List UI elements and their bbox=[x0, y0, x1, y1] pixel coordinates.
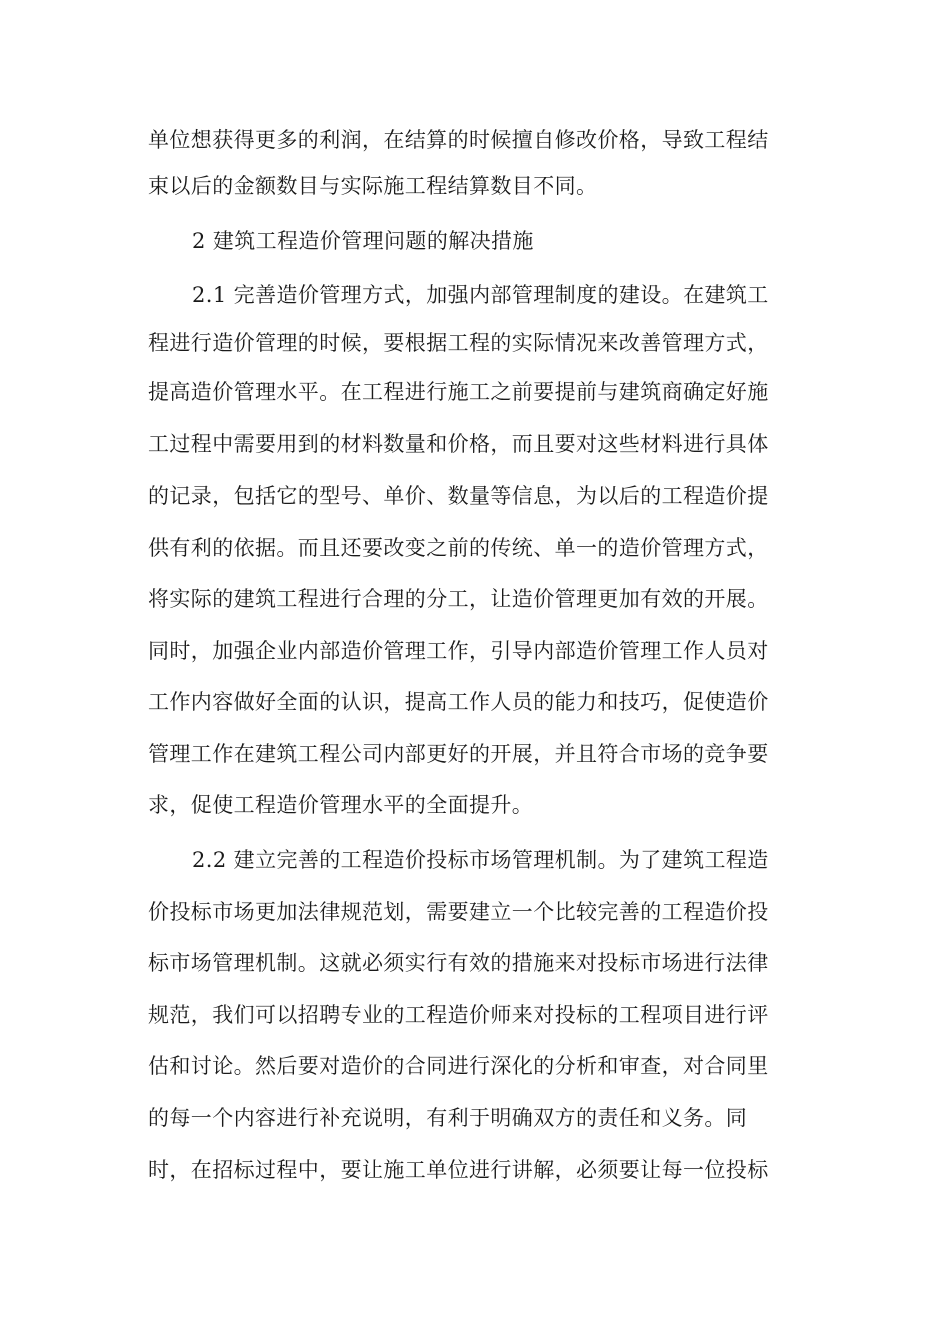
text-line: 工作内容做好全面的认识，提高工作人员的能力和技巧，促使造价 bbox=[148, 690, 769, 714]
text-line: 估和讨论。然后要对造价的合同进行深化的分析和审查，对合同里 bbox=[148, 1054, 769, 1078]
text-line: 束以后的金额数目与实际施工程结算数目不同。 bbox=[148, 174, 598, 198]
text-line: 价投标市场更加法律规范划，需要建立一个比较完善的工程造价投 bbox=[148, 900, 769, 924]
text-line: 求，促使工程造价管理水平的全面提升。 bbox=[148, 793, 534, 817]
subsection-heading-line: 2.2 建立完善的工程造价投标市场管理机制。为了建筑工程造 bbox=[192, 848, 769, 872]
text-line: 同时，加强企业内部造价管理工作，引导内部造价管理工作人员对 bbox=[148, 639, 769, 663]
text-line: 的记录，包括它的型号、单价、数量等信息，为以后的工程造价提 bbox=[148, 484, 769, 508]
text-line: 提高造价管理水平。在工程进行施工之前要提前与建筑商确定好施 bbox=[148, 380, 769, 404]
text-line: 标市场管理机制。这就必须实行有效的措施来对投标市场进行法律 bbox=[148, 951, 769, 975]
text-line: 时，在招标过程中，要让施工单位进行讲解，必须要让每一位投标 bbox=[148, 1158, 769, 1182]
section-heading: 2 建筑工程造价管理问题的解决措施 bbox=[192, 229, 534, 253]
text-line: 管理工作在建筑工程公司内部更好的开展，并且符合市场的竞争要 bbox=[148, 742, 769, 766]
text-line: 规范，我们可以招聘专业的工程造价师来对投标的工程项目进行评 bbox=[148, 1003, 769, 1027]
text-line: 供有利的依据。而且还要改变之前的传统、单一的造价管理方式， bbox=[148, 536, 769, 560]
text-line: 程进行造价管理的时候，要根据工程的实际情况来改善管理方式， bbox=[148, 331, 769, 355]
subsection-heading-line: 2.1 完善造价管理方式，加强内部管理制度的建设。在建筑工 bbox=[192, 283, 769, 307]
text-line: 将实际的建筑工程进行合理的分工，让造价管理更加有效的开展。 bbox=[148, 587, 769, 611]
text-line: 单位想获得更多的利润，在结算的时候擅自修改价格，导致工程结 bbox=[148, 128, 769, 152]
text-line: 工过程中需要用到的材料数量和价格，而且要对这些材料进行具体 bbox=[148, 432, 769, 456]
text-line: 的每一个内容进行补充说明，有利于明确双方的责任和义务。同 bbox=[148, 1106, 748, 1130]
